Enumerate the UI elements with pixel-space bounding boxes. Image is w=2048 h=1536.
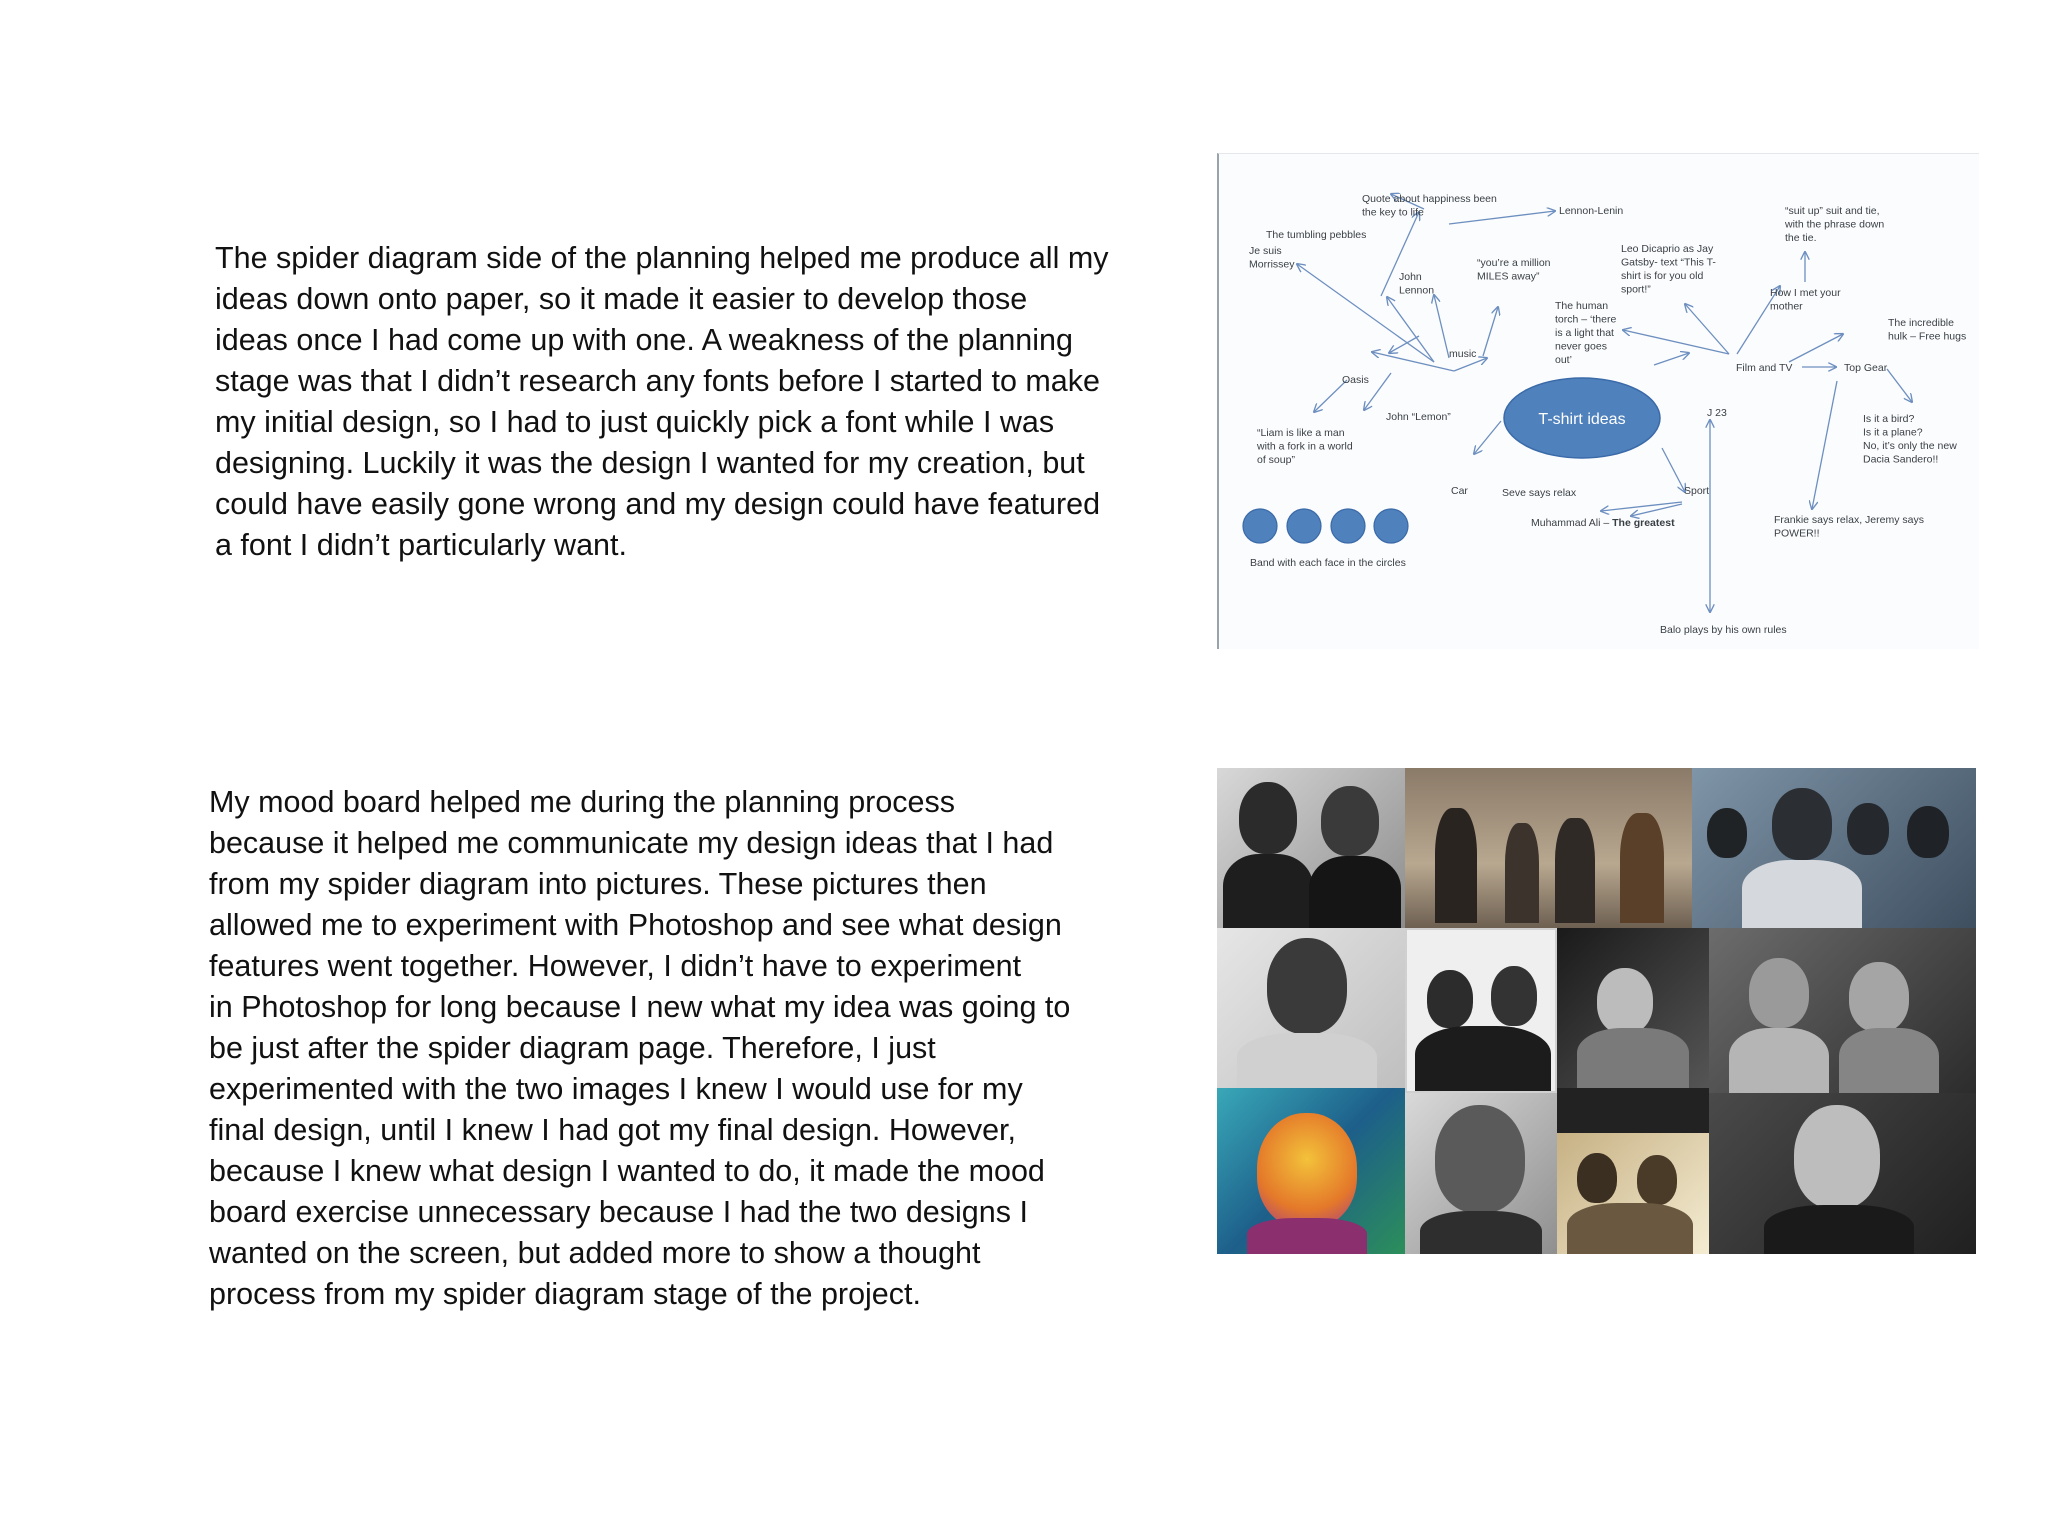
photo-morrissey <box>1217 928 1405 1088</box>
spider-label-how-i-met: How I met your mother <box>1770 287 1841 313</box>
spider-label-car: Car <box>1451 485 1468 497</box>
spider-label-balo: Balo plays by his own rules <box>1660 624 1787 636</box>
photo-couple <box>1557 1133 1709 1254</box>
spider-label-frankie: Frankie says relax, Jeremy says POWER!! <box>1774 514 1924 540</box>
spider-label-ali: Muhammad Ali – The greatest <box>1531 517 1675 529</box>
spider-label-hulk: The incredible hulk – Free hugs <box>1888 317 1967 343</box>
spider-label-suit-up: “suit up” suit and tie, with the phrase down the tie. <box>1785 205 1885 244</box>
spider-diagram <box>1217 153 1979 649</box>
spider-reflection-paragraph: The spider diagram side of the planning helped me produce all my ideas down onto paper, so it made it easier to develop those ideas once I had come up with one. A weakness of the planning stage was that I didn’t research any fonts before I started to make my initial design, so I had to just quickly pick a font while I was designing. Luckily it was the design I wanted for my creation, but could have easily gone wrong and my design could have featured a font I didn’t particularly want. <box>215 241 1109 562</box>
spider-label-seve: Seve says relax <box>1502 487 1577 499</box>
spider-label-music: music <box>1449 348 1477 360</box>
band-circles <box>1243 509 1408 543</box>
spider-label-quote-happiness: Quote about happiness been the key to life <box>1362 193 1497 219</box>
spider-label-sport: Sport <box>1684 485 1710 497</box>
spider-label-john-lennon: John Lennon <box>1399 271 1435 297</box>
spider-label-tumbling: The tumbling pebbles <box>1266 229 1367 241</box>
photo-lennon-pop-art <box>1217 1088 1405 1254</box>
photo-band-street <box>1405 768 1692 928</box>
spider-label-oasis: Oasis <box>1342 374 1369 386</box>
spider-label-human-torch: The human torch – ‘there is a light that never goes out’ <box>1555 300 1617 366</box>
photo-gallagher-pair <box>1405 928 1557 1093</box>
spider-label-john-lemon: John “Lemon” <box>1386 411 1451 423</box>
mood-board-collage <box>1217 768 1976 1254</box>
spider-label-million-miles: “you’re a million MILES away” <box>1477 257 1551 283</box>
spider-label-je-suis: Je suis Morrissey <box>1249 245 1295 271</box>
spider-label-bird: Is it a bird? Is it a plane? No, it’s only the new Dacia Sandero!! <box>1863 413 1957 466</box>
center-label: T-shirt ideas <box>1538 411 1626 428</box>
spider-label-top-gear: Top Gear <box>1844 362 1888 374</box>
photo-oasis-brothers <box>1217 768 1405 928</box>
photo-oasis-guitar <box>1709 928 1976 1093</box>
spider-label-j23: J 23 <box>1707 407 1727 419</box>
spider-label-leo: Leo Dicaprio as Jay Gatsby- text “This T-shirt is for you old sport!” <box>1621 243 1716 296</box>
photo-lennon-guitar <box>1557 928 1709 1088</box>
spider-label-liam: “Liam is like a man with a fork in a world of soup” <box>1257 427 1353 466</box>
spider-label-band: Band with each face in the circles <box>1250 557 1406 569</box>
photo-lennon-portrait <box>1405 1093 1557 1254</box>
spider-label-film-tv: Film and TV <box>1736 362 1793 374</box>
photo-lenin <box>1709 1093 1976 1254</box>
mood-board-reflection-paragraph: My mood board helped me during the planning process because it helped me communicate my design ideas that I had from my spider diagram into pictures. These pictures then allowed me to experiment with Photoshop and see what design features went together. However, I didn’t have to experiment in Photoshop for long because I new what my idea was going to be just after the spider diagram page. Therefore, I just experimented with the two images I knew I would use for my final design, until I knew I had got my final design. However, because I knew what design I wanted to do, it made the mood board exercise unnecessary because I had the two designs I wanted on the screen, but added more to show a thought process from my spider diagram stage of the project. <box>209 785 1071 1311</box>
spider-label-lennon-lenin: Lennon-Lenin <box>1559 205 1624 217</box>
photo-the-smiths <box>1692 768 1976 928</box>
